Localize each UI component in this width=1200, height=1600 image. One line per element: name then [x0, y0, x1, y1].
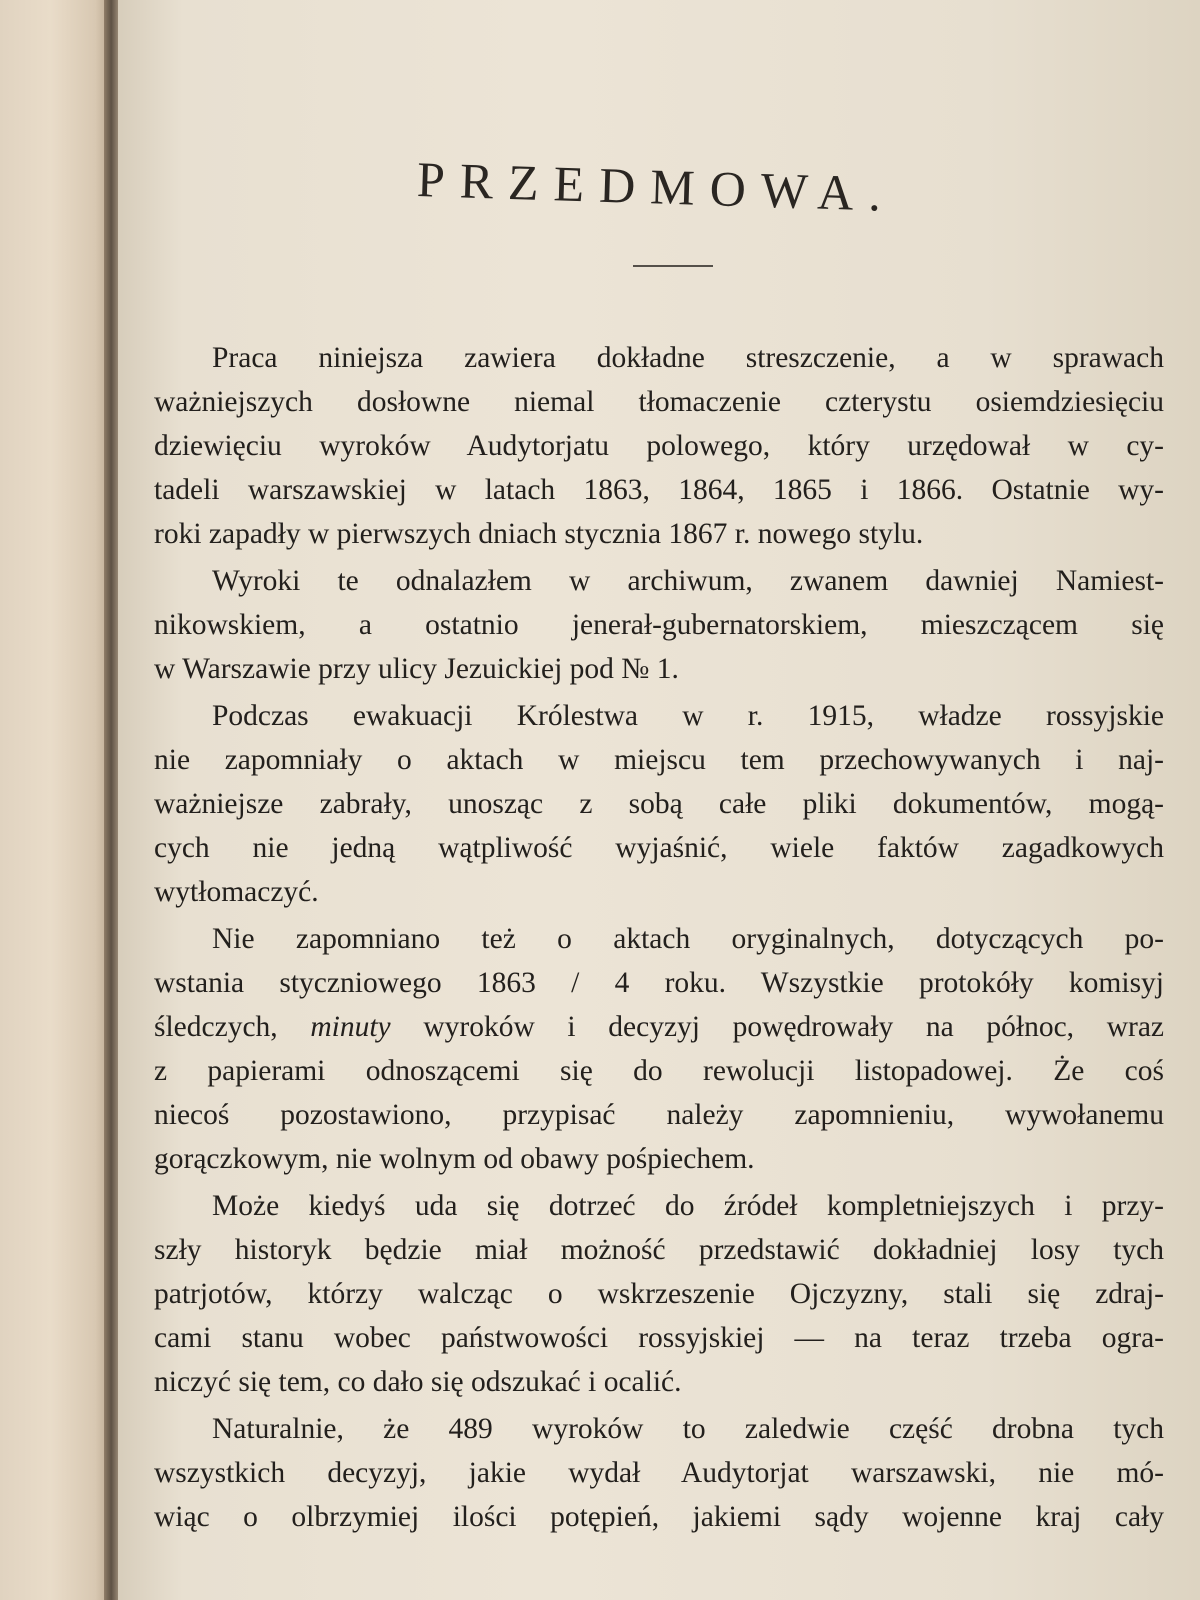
text-line: Podczas ewakuacji Królestwa w r. 1915, władze rossyjskie: [212, 700, 1164, 732]
page-title: PRZEDMOWA.: [416, 150, 897, 223]
text-line: wszystkich decyzyj, jakie wydał Audytorjat warszawski, nie mó-: [154, 1457, 1164, 1489]
text-line: nikowskiem, a ostatnio jenerał-gubernatorskiem, mieszczącem się: [154, 609, 1164, 641]
text-line: [154, 1005, 1164, 1049]
text-line: szły historyk będzie miał możność przedstawić dokładniej losy tych: [154, 1234, 1164, 1266]
text-line: Praca niniejsza zawiera dokładne streszczenie, a w sprawach: [212, 342, 1164, 374]
text-line: cami stanu wobec państwowości rossyjskiej — na teraz trzeba ogra-: [154, 1322, 1164, 1354]
text-line: wstania styczniowego 1863 / 4 roku. Wszystkie protokóły komisyj: [154, 967, 1164, 999]
text-line: wytłomaczyć.: [154, 876, 319, 908]
title-rule: [633, 265, 713, 267]
text-line: z papierami odnoszącemi się do rewolucji listopadowej. Że coś: [154, 1055, 1164, 1087]
text-line: cych nie jedną wątpliwość wyjaśnić, wiele faktów zagadkowych: [154, 832, 1164, 864]
left-page-edge: [0, 0, 112, 1600]
book-page: [118, 0, 1200, 1600]
text-segment: wyroków i decyzyj powędrowały na północ, wraz: [423, 1011, 1165, 1043]
text-line: dziewięciu wyroków Audytorjatu polowego, który urzędował w cy-: [154, 430, 1164, 462]
text-line: Nie zapomniano też o aktach oryginalnych, dotyczących po-: [212, 923, 1164, 955]
text-line: niczyć się tem, co dało się odszukać i ocalić.: [154, 1366, 682, 1398]
text-line: roki zapadły w pierwszych dniach stycznia 1867 r. nowego stylu.: [154, 518, 924, 550]
text-line: ważniejszych dosłowne niemal tłomaczenie czterystu osiemdziesięciu: [154, 386, 1164, 418]
text-line: wiąc o olbrzymiej ilości potępień, jakiemi sądy wojenne kraj cały: [154, 1501, 1164, 1533]
text-line: Naturalnie, że 489 wyroków to zaledwie część drobna tych: [212, 1413, 1164, 1445]
text-line: gorączkowym, nie wolnym od obawy pośpiechem.: [154, 1143, 755, 1175]
text-line: tadeli warszawskiej w latach 1863, 1864, 1865 i 1866. Ostatnie wy-: [154, 474, 1164, 506]
preface-text: [154, 336, 1164, 1539]
italic-word: minuty: [310, 1011, 391, 1043]
text-line: Wyroki te odnalazłem w archiwum, zwanem dawniej Namiest-: [212, 565, 1164, 597]
text-line: nie zapomniały o aktach w miejscu tem przechowywanych i naj-: [154, 744, 1164, 776]
text-line: patrjotów, którzy walcząc o wskrzeszenie Ojczyzny, stali się zdraj-: [154, 1278, 1164, 1310]
text-segment: śledczych,: [154, 1011, 278, 1043]
text-line: niecoś pozostawiono, przypisać należy zapomnieniu, wywołanemu: [154, 1099, 1164, 1131]
text-line: ważniejsze zabrały, unosząc z sobą całe pliki dokumentów, mogą-: [154, 788, 1164, 820]
text-line: Może kiedyś uda się dotrzeć do źródeł kompletniejszych i przy-: [212, 1190, 1164, 1222]
text-line: w Warszawie przy ulicy Jezuickiej pod № 1.: [154, 653, 679, 685]
